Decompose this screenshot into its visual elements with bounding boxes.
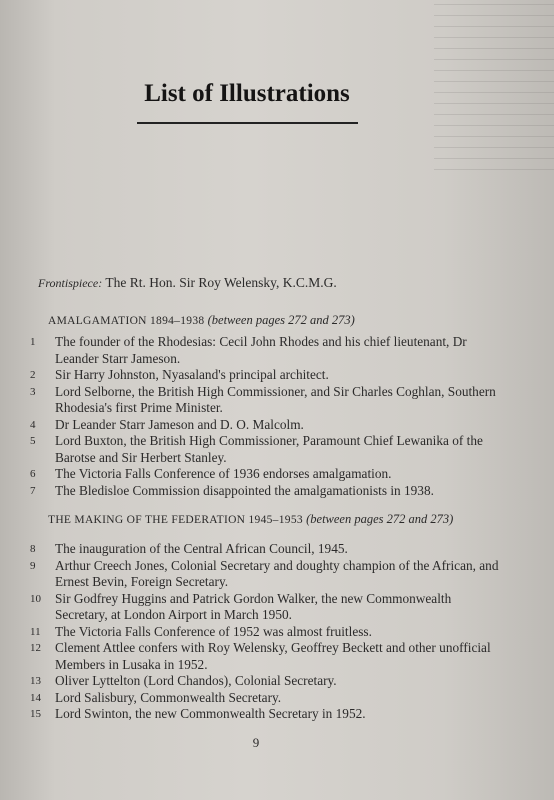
- item-number: 10: [30, 592, 41, 605]
- list-item: [30, 367, 500, 384]
- item-caption: Lord Selborne, the British High Commissioner, and Sir Charles Coghlan, Southern Rhodesia's first Prime Minister.: [55, 383, 496, 415]
- list-item: [30, 334, 500, 367]
- list-item: [30, 624, 500, 641]
- page-title: List of Illustrations: [144, 80, 350, 107]
- list-item: [30, 433, 500, 466]
- list-item: [30, 706, 500, 723]
- item-number: 9: [30, 559, 36, 572]
- list-item: [30, 673, 500, 690]
- list-item: [30, 483, 500, 500]
- item-caption: The founder of the Rhodesias: Cecil John Rhodes and his chief lieutenant, Dr Leander Starr Jameson.: [55, 334, 467, 366]
- item-number: 4: [30, 418, 36, 431]
- item-caption: Sir Harry Johnston, Nyasaland's principal architect.: [55, 367, 329, 382]
- frontispiece-text: The Rt. Hon. Sir Roy Welensky, K.C.M.G.: [105, 275, 337, 290]
- item-caption: Oliver Lyttelton (Lord Chandos), Colonial Secretary.: [55, 673, 337, 688]
- list-item: [30, 591, 500, 624]
- item-caption: The inauguration of the Central African Council, 1945.: [55, 541, 348, 556]
- item-caption: Sir Godfrey Huggins and Patrick Gordon Walker, the new Commonwealth Secretary, at London Airport in March 1950.: [55, 590, 452, 622]
- item-number: 6: [30, 468, 36, 480]
- item-caption: Lord Salisbury, Commonwealth Secretary.: [55, 689, 282, 705]
- item-number: 12: [30, 642, 41, 654]
- item-number: 5: [30, 435, 36, 447]
- item-number: 15: [30, 708, 41, 720]
- frontispiece-label: Frontispiece:: [38, 276, 103, 290]
- section-heading-federation: [48, 512, 453, 527]
- section-heading-text: THE MAKING OF THE FEDERATION 1945–1953: [48, 514, 303, 526]
- item-number: 14: [30, 691, 41, 704]
- item-caption: Clement Attlee confers with Roy Welensky, Geoffrey Beckett and other unofficial Members in Lusaka in 1952.: [55, 640, 491, 672]
- section-heading-amalgamation: [48, 313, 355, 328]
- item-caption: Dr Leander Starr Jameson and D. O. Malcolm.: [55, 416, 304, 432]
- item-number: 3: [30, 385, 36, 398]
- item-number: 1: [30, 336, 36, 348]
- item-caption: The Bledisloe Commission disappointed the amalgamationists in 1938.: [55, 482, 434, 498]
- item-caption: Arthur Creech Jones, Colonial Secretary and doughty champion of the African, and Ernest Bevin, Foreign Secretary.: [55, 557, 499, 589]
- list-item: [30, 690, 500, 707]
- title-rule: [137, 122, 358, 124]
- list-item: [30, 384, 500, 417]
- item-number: 11: [30, 625, 41, 638]
- item-caption: Lord Swinton, the new Commonwealth Secretary in 1952.: [55, 706, 366, 721]
- section-pages: (between pages 272 and 273): [306, 512, 454, 526]
- item-number: 7: [30, 484, 36, 497]
- item-caption: Lord Buxton, the British High Commissioner, Paramount Chief Lewanika of the Barotse and Sir Herbert Stanley.: [55, 433, 483, 465]
- frontispiece-line: [38, 275, 337, 291]
- item-caption: The Victoria Falls Conference of 1952 was almost fruitless.: [55, 623, 372, 639]
- list-item: [30, 541, 500, 558]
- list-item: [30, 417, 500, 434]
- list-item: [30, 640, 500, 673]
- item-caption: The Victoria Falls Conference of 1936 endorses amalgamation.: [55, 466, 392, 481]
- page-number: 9: [252, 735, 260, 750]
- illustration-list-federation: [30, 541, 500, 723]
- illustration-list-amalgamation: [30, 334, 500, 499]
- list-item: [30, 466, 500, 483]
- section-pages: (between pages 272 and 273): [207, 313, 355, 327]
- item-number: 8: [30, 543, 36, 555]
- section-heading-text: AMALGAMATION 1894–1938: [48, 315, 205, 327]
- item-number: 13: [30, 675, 41, 687]
- item-number: 2: [30, 369, 36, 381]
- list-item: [30, 558, 500, 591]
